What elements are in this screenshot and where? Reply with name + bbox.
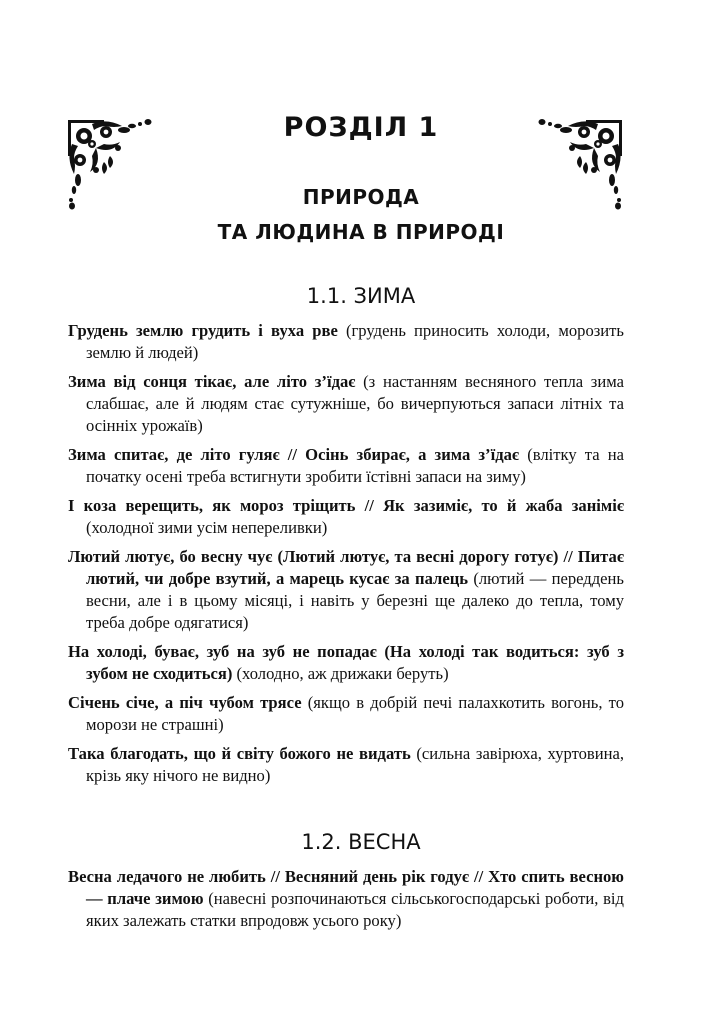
section-title-spring: 1.2. ВЕСНА: [301, 830, 421, 854]
proverb-entry: [68, 495, 624, 539]
section-title-winter: 1.1. ЗИМА: [306, 284, 416, 308]
chapter-subtitle-line-2: ТА ЛЮДИНА В ПРИРОДІ: [217, 220, 505, 244]
chapter-title: РОЗДІЛ 1: [283, 112, 439, 143]
proverb-text: І коза верещить, як мороз тріщить // Як зазиміє, то й жаба заніміє: [68, 496, 624, 515]
proverb-entry: [68, 546, 624, 634]
proverb-explanation: (холодної зими усім непереливки): [86, 518, 328, 537]
proverb-entry: [68, 320, 624, 364]
proverb-text: Зима від сонця тікає, але літо з’їдає: [68, 372, 356, 391]
proverb-entry: [68, 371, 624, 437]
chapter-subtitle-line-1: ПРИРОДА: [302, 185, 420, 209]
proverb-text: Січень січе, а піч чубом трясе: [68, 693, 302, 712]
proverb-entry: [68, 692, 624, 736]
proverb-explanation: (з настанням весняного тепла зима слабшає, але й людям стає сутужніше, бо вичерпуються запаси літніх та осінніх урожаїв): [86, 372, 624, 435]
proverb-text: На холоді, буває, зуб на зуб не попадає (На холоді так водиться: зуб з зубом не сходиться): [68, 642, 624, 683]
proverb-text: Грудень землю грудить і вуха рве: [68, 321, 338, 340]
proverb-explanation: (холодно, аж дрижаки беруть): [232, 664, 449, 683]
section-entries-winter: [68, 320, 624, 794]
proverb-text: Лютий лютує, бо весну чує (Лютий лютує, та весні дорогу готує) // Питає лютий, чи добре взутий, а марець кусає за палець: [68, 547, 624, 588]
proverb-entry: [68, 866, 624, 932]
section-entries-spring: [68, 866, 624, 939]
proverb-text: Зима спитає, де літо гуляє // Осінь збирає, а зима з’їдає: [68, 445, 520, 464]
proverb-entry: [68, 444, 624, 488]
proverb-explanation: (сильна завірюха, хуртовина, крізь яку нічого не видно): [86, 744, 625, 785]
proverb-explanation: (грудень приносить холоди, морозить землю й людей): [86, 321, 624, 362]
proverb-explanation: (якщо в добрій печі палахкотить вогонь, то морози не страшні): [86, 693, 624, 734]
proverb-text: Весна ледачого не любить // Весняний день рік годує // Хто спить весною — плаче зимою: [68, 867, 624, 908]
proverb-explanation: (лютий — переддень весни, але і в цьому місяці, і навіть у березні ще далеко до тепла, тому треба добре одягатися): [86, 569, 624, 632]
proverb-entry: [68, 641, 624, 685]
proverb-explanation: (навесні розпочинаються сільськогосподарські роботи, від яких залежать статки впродовж усього року): [86, 889, 624, 930]
proverb-text: Така благодать, що й світу божого не видать: [68, 744, 411, 763]
proverb-explanation: (влітку та на початку осені треба встигнути зробити їстівні запаси на зиму): [86, 445, 624, 486]
proverb-entry: [68, 743, 624, 787]
